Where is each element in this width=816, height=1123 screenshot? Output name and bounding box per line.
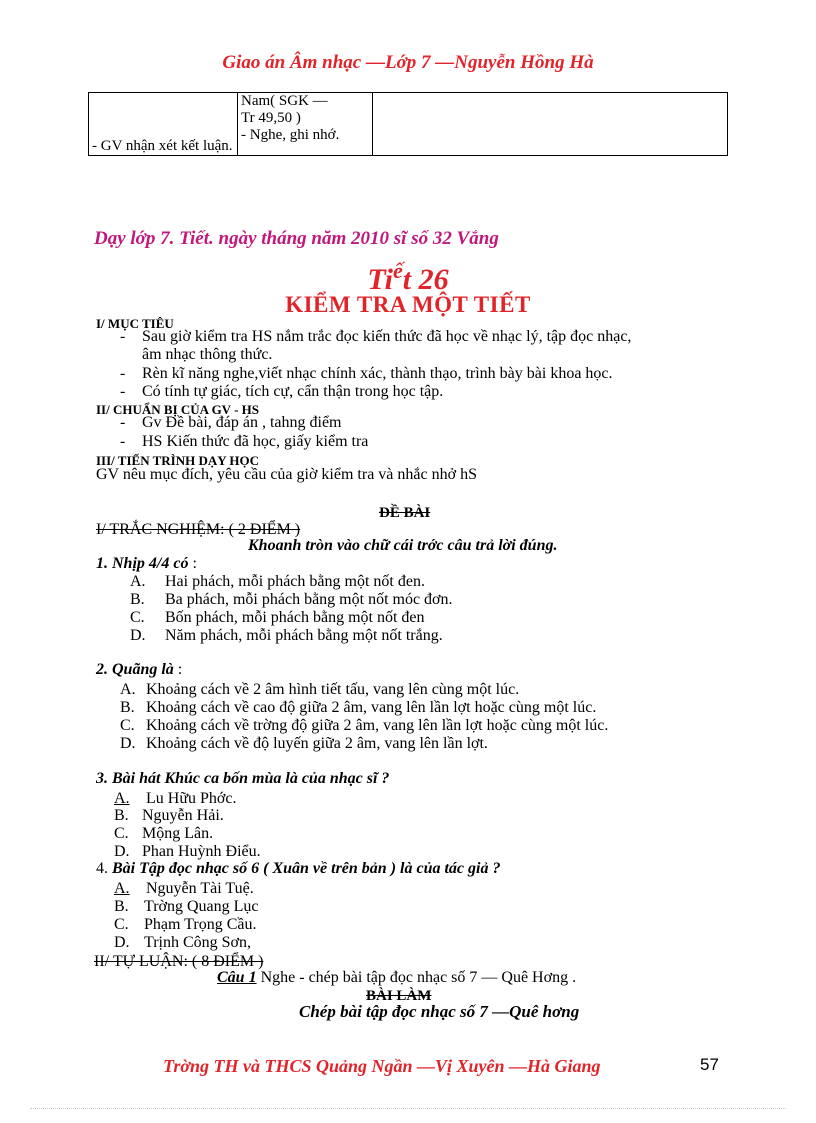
answer-option: C. Mộng Lân. bbox=[114, 825, 214, 842]
part-1-heading: I/ TRẮC NGHIỆM: ( 2 ĐIỂM ) bbox=[96, 521, 301, 538]
section-1-heading: I/ MỤC TIÊU bbox=[96, 316, 174, 331]
cell-line: Tr 49,50 ) bbox=[241, 110, 301, 126]
objective-item-cont: âm nhạc thông thức. bbox=[142, 346, 273, 363]
section-3-text: GV nêu mục đích, yêu cầu của giờ kiểm tra và nhắc nhở hS bbox=[96, 466, 477, 483]
class-date-line: Dạy lớp 7. Tiết. ngày tháng năm 2010 sĩ số 32 Vắng bbox=[94, 228, 499, 249]
objective-item: - Có tính tự giác, tích cự, cẩn thận trong học tập. bbox=[120, 383, 444, 400]
answer-option: A. Lu Hữu Phớc. bbox=[114, 790, 237, 807]
answer-option: D. Khoảng cách về độ luyến giữa 2 âm, vang lên lần lợt. bbox=[120, 735, 488, 752]
page-title: KIỂM TRA MỘT TIẾT bbox=[285, 292, 531, 317]
table-cell-empty bbox=[373, 93, 728, 156]
section-2-heading: II/ CHUẨN BỊ CỦA GV - HS bbox=[96, 402, 260, 417]
answer-option: B. Trờng Quang Lục bbox=[114, 898, 259, 915]
instruction: Khoanh tròn vào chữ cái trớc câu trả lời đúng. bbox=[248, 537, 558, 554]
question-2: 2. Quãng là : bbox=[96, 661, 183, 678]
answer-option: B. Ba phách, mỗi phách bằng một nốt móc đơn. bbox=[130, 591, 453, 608]
preparation-item: - Gv Đề bài, đáp án , tahng điểm bbox=[120, 414, 342, 431]
section-3-heading: III/ TIẾN TRÌNH DẠY HỌC bbox=[96, 453, 260, 468]
answer-option: C. Bốn phách, mỗi phách bằng một nốt đen bbox=[130, 609, 425, 626]
lesson-suffix: t 26 bbox=[402, 263, 449, 296]
essay-task: Chép bài tập đọc nhạc số 7 —Quê hơng bbox=[299, 1002, 580, 1021]
answer-option: A. Khoảng cách về 2 âm hình tiết tấu, vang lên cùng một lúc. bbox=[120, 681, 520, 698]
answer-option: D. Phan Huỳnh Điểu. bbox=[114, 843, 261, 860]
answer-option: B. Khoảng cách về cao độ giữa 2 âm, vang lên lần lợt hoặc cùng một lúc. bbox=[120, 699, 597, 716]
page-divider bbox=[30, 1108, 786, 1109]
cell-line: Nam( SGK — bbox=[241, 93, 328, 109]
question-3: 3. Bài hát Khúc ca bốn mùa là của nhạc sĩ ? bbox=[96, 770, 390, 787]
page-number: 57 bbox=[700, 1055, 719, 1074]
answer-section-heading: BÀI LÀM bbox=[366, 988, 432, 1004]
page-header: Giao án Âm nhạc —Lớp 7 —Nguyễn Hồng Hà bbox=[222, 52, 594, 73]
answer-option: B. Nguyễn Hải. bbox=[114, 807, 224, 824]
table-cell-student bbox=[238, 93, 373, 156]
previous-lesson-table bbox=[88, 92, 728, 156]
table-cell-teacher bbox=[89, 93, 238, 156]
part-2-heading: II/ TỰ LUẬN: ( 8 ĐIỂM ) bbox=[94, 953, 264, 970]
page-footer: Trờng TH và THCS Quảng Ngần —Vị Xuyên —Hà Giang bbox=[163, 1056, 601, 1076]
objective-item: - Sau giờ kiểm tra HS nắm trắc đọc kiến thức đã học về nhạc lý, tập đọc nhạc, bbox=[120, 328, 632, 345]
answer-option: A. Nguyễn Tài Tuệ. bbox=[114, 880, 254, 897]
cell-line: - Nghe, ghi nhớ. bbox=[241, 127, 340, 143]
question-4: 4. Bài Tập đọc nhạc số 6 ( Xuân về trên bản ) là của tác giả ? bbox=[96, 860, 501, 877]
lesson-sup: ế bbox=[392, 258, 403, 283]
answer-option: C. Phạm Trọng Cầu. bbox=[114, 916, 257, 933]
answer-option: C. Khoảng cách về trờng độ giữa 2 âm, vang lên lần lợt hoặc cùng một lúc. bbox=[120, 717, 609, 734]
exam-heading: ĐỀ BÀI bbox=[379, 505, 431, 521]
essay-question: Câu 1 Nghe - chép bài tập đọc nhạc số 7 — Quê Hơng . bbox=[217, 969, 577, 986]
question-1: 1. Nhịp 4/4 có : bbox=[96, 555, 197, 572]
preparation-item: - HS Kiến thức đã học, giấy kiểm tra bbox=[120, 433, 369, 450]
lesson-prefix: Ti bbox=[367, 263, 393, 296]
answer-option: A. Hai phách, mỗi phách bằng một nốt đen. bbox=[130, 573, 425, 590]
objective-item: - Rèn kĩ năng nghe,viết nhạc chính xác, thành thạo, trình bày bài khoa học. bbox=[120, 365, 613, 382]
answer-option: D. Năm phách, mỗi phách bằng một nốt trắng. bbox=[130, 627, 443, 644]
cell-text: - GV nhận xét kết luận. bbox=[92, 138, 233, 154]
answer-option: D. Trịnh Công Sơn, bbox=[114, 934, 252, 951]
